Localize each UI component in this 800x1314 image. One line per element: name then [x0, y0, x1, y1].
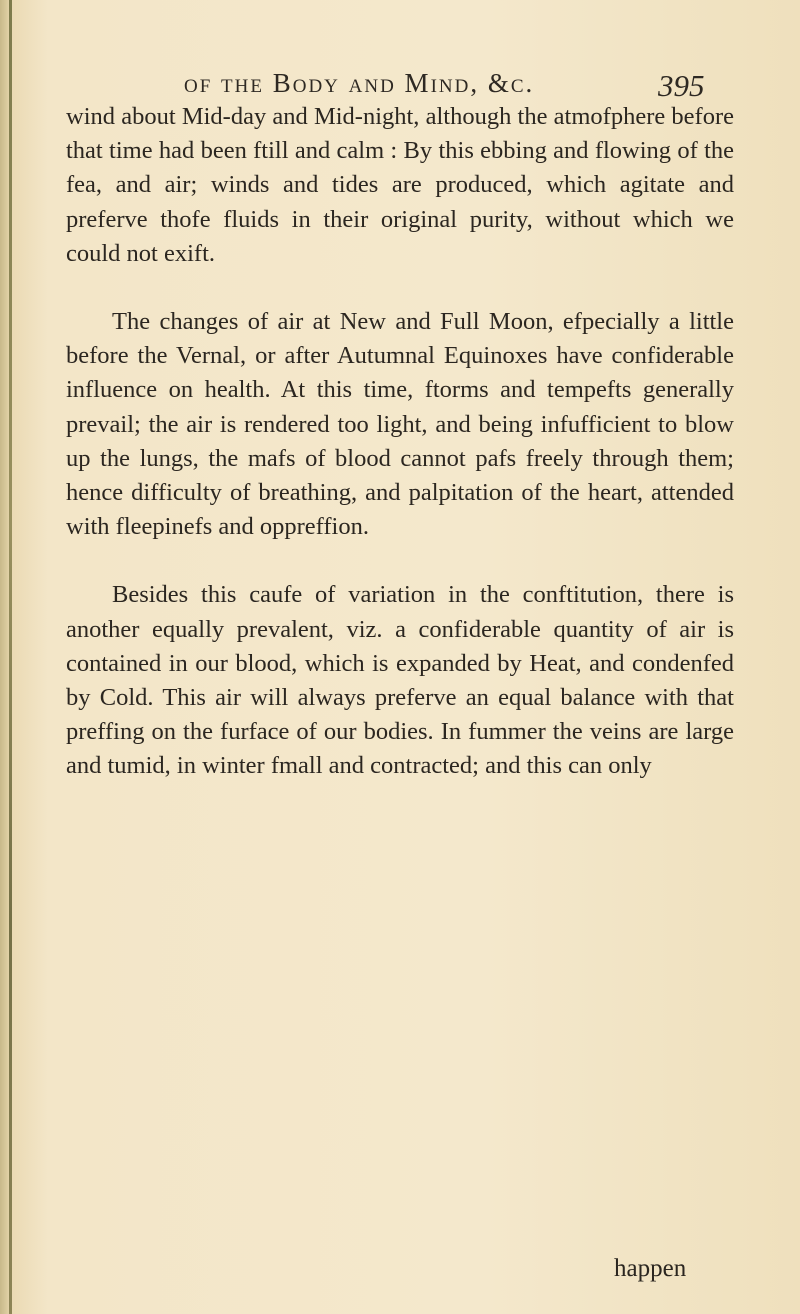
- catchword: happen: [614, 1255, 687, 1282]
- paragraph-1: wind about Mid-day and Mid-night, although the atmofphere before that time had been ftill and calm : By this ebbing and flowing of the fea, and air; winds and tides are produced, which agitate and preferve thofe fluids in their original purity, without which we could not exift.: [66, 103, 734, 267]
- body-text: [66, 100, 734, 784]
- running-head-title: of the Body and Mind, &c.: [184, 68, 535, 98]
- paragraph-3: Besides this caufe of variation in the conftitution, there is another equally prevalent, viz. a confiderable quantity of air is contained in our blood, which is expanded by Heat, and condenfed by Cold. This air will always preferve an equal balance with that preffing on the furface of our bodies. In fummer the veins are large and tumid, in winter fmall and contracted; and this can only: [66, 581, 734, 780]
- binding-edge: [9, 0, 12, 1314]
- paragraph-2: The changes of air at New and Full Moon, efpecially a little before the Vernal, or after Autumnal Equinoxes have confiderable influence on health. At this time, ftorms and tempefts generally prevail; the air is rendered too light, and being infufficient to blow up the lungs, the mafs of blood cannot pafs freely through them; hence difficulty of breathing, and palpitation of the heart, attended with fleepinefs and oppreffion.: [66, 308, 734, 541]
- page-number: 395: [658, 68, 705, 103]
